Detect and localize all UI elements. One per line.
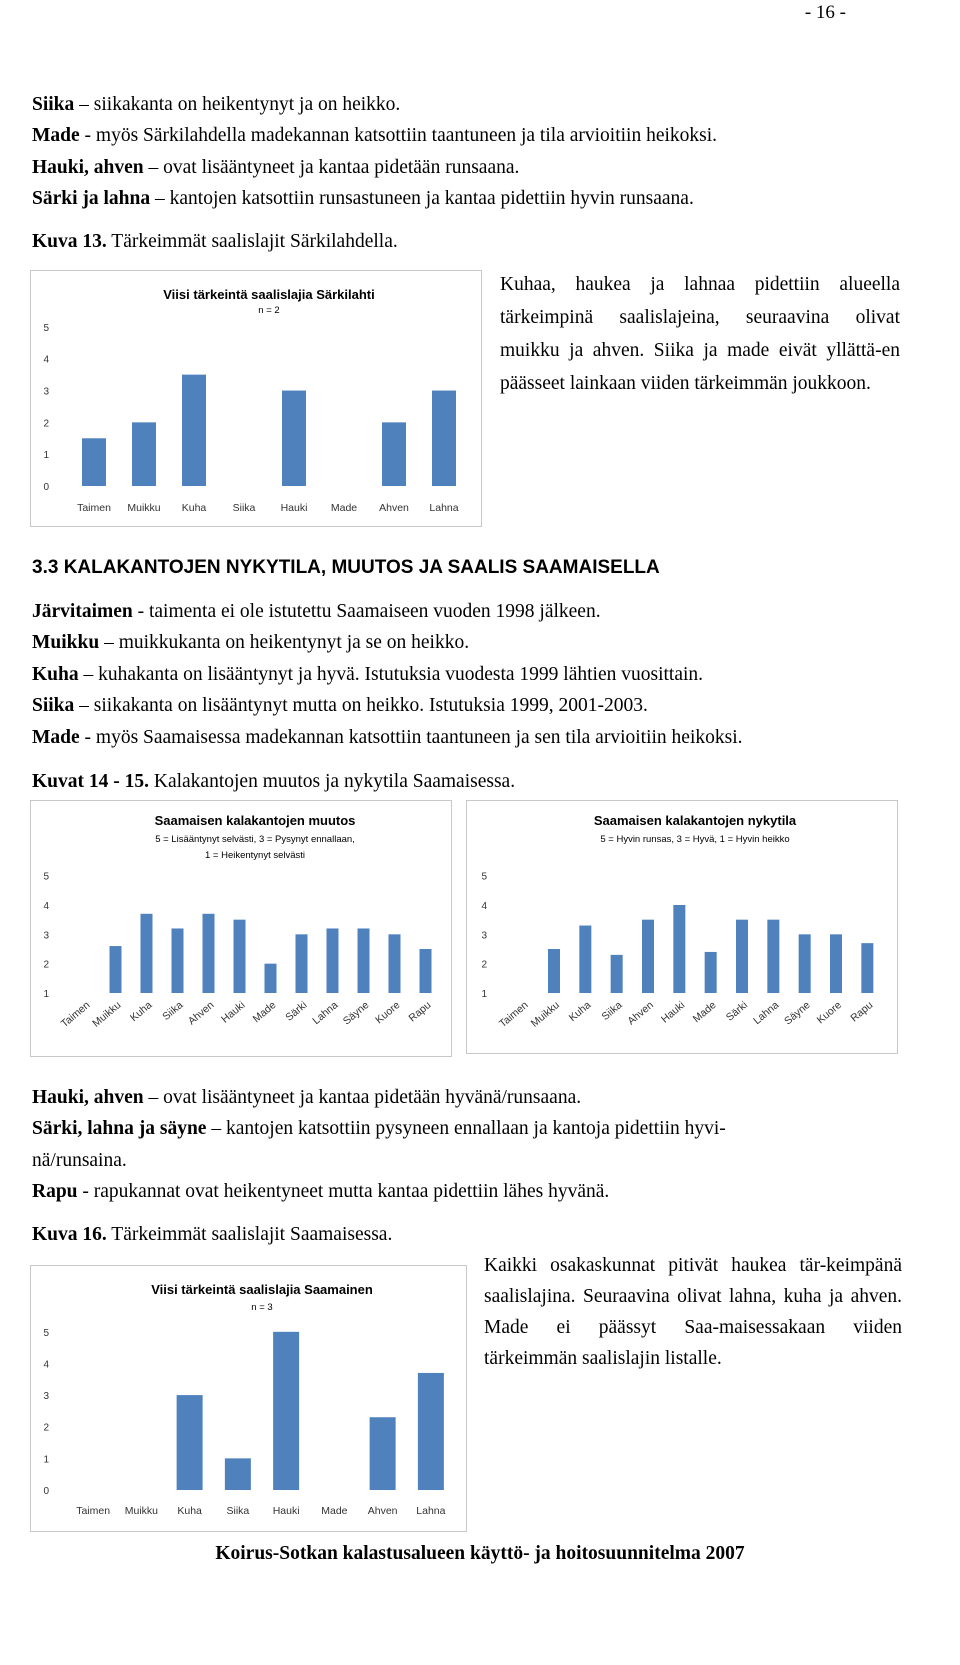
chart-saalislajit-sarkilahti [30, 270, 482, 527]
bar [110, 946, 122, 993]
bar [767, 920, 779, 993]
y-tick-label: 4 [43, 901, 49, 912]
x-tick-label: Hauki [272, 1505, 300, 1517]
x-tick-label: Muikku [528, 999, 562, 1030]
y-tick-label: 1 [481, 989, 487, 1000]
x-tick-label: Lahna [416, 1505, 446, 1517]
y-tick-label: 1 [43, 989, 49, 1000]
text-line: Made - myös Saamaisessa madekannan katsottiin taantuneen ja sen tila arvioitiin heikoksi. [32, 727, 743, 748]
text-line: Kuha – kuhakanta on lisääntynyt ja hyvä. Istutuksia vuodesta 1999 lähtien vuosittain. [32, 664, 704, 685]
chart-subtitle: 1 = Heikentynyt selvästi [204, 850, 306, 861]
y-tick-label: 3 [43, 386, 49, 398]
page-number: - 16 - [804, 2, 846, 23]
bar [203, 914, 215, 993]
text-line: Rapu - rapukannat ovat heikentyneet mutta kantaa pidettiin lähes hyvänä. [32, 1181, 610, 1202]
y-tick-label: 1 [43, 1454, 49, 1466]
x-tick-label: Siika [232, 502, 256, 514]
chart-kalakantojen-nykytila [466, 800, 898, 1054]
text-line: Särki ja lahna – kantojen katsottiin runsastuneen ja kantaa pidettiin hyvin runsaana. [32, 188, 694, 209]
bar [282, 391, 306, 486]
bar [172, 928, 184, 993]
x-tick-label: Ahven [185, 999, 217, 1028]
y-tick-label: 2 [43, 959, 49, 971]
bar [611, 955, 623, 993]
x-tick-label: Made [330, 502, 358, 514]
x-tick-label: Rapu [848, 999, 876, 1025]
x-tick-label: Siika [599, 999, 625, 1023]
x-tick-label: Siika [226, 1505, 250, 1517]
bar [799, 934, 811, 993]
bar [705, 952, 717, 993]
x-tick-label: Särki [723, 999, 750, 1024]
y-tick-label: 4 [43, 354, 49, 366]
y-tick-label: 2 [43, 1422, 49, 1434]
y-tick-label: 2 [481, 959, 487, 971]
bar [548, 949, 560, 993]
x-tick-label: Taimen [77, 502, 111, 514]
chart-svg-16 [31, 1266, 466, 1531]
bar [225, 1458, 251, 1490]
text-line: Järvitaimen - taimenta ei ole istutettu Saamaiseen vuoden 1998 jälkeen. [32, 601, 601, 622]
bar [861, 943, 873, 993]
x-tick-label: Särki [283, 999, 310, 1024]
y-tick-label: 3 [43, 1391, 49, 1403]
bar [389, 934, 401, 993]
figure-caption-13: Kuva 13. Tärkeimmät saalislajit Särkilahdella. [32, 231, 398, 252]
bar [327, 928, 339, 993]
x-tick-label: Säyne [340, 999, 372, 1028]
paragraph-13: Kuhaa, haukea ja lahnaa pidettiin alueella tärkeimpinä saalislajeina, seuraavina olivat muikku ja ahven. Siika ja made eivät yllättä-en päässeet lainkaan viiden tärkeimmän joukkoon. [500, 274, 900, 394]
chart-title: Viisi tärkeintä saalislajia Särkilahti [163, 287, 375, 302]
y-tick-label: 5 [43, 322, 49, 334]
figure-caption-16: Kuva 16. Tärkeimmät saalislajit Saamaisessa. [32, 1224, 393, 1245]
y-tick-label: 5 [43, 871, 49, 883]
y-tick-label: 1 [43, 450, 49, 462]
bar [579, 926, 591, 993]
x-tick-label: Muikku [127, 502, 161, 514]
text-line: Hauki, ahven – ovat lisääntyneet ja kantaa pidetään runsaana. [32, 157, 520, 178]
chart-subtitle: n = 3 [251, 1302, 273, 1313]
bar [382, 422, 406, 486]
x-tick-label: Hauki [658, 999, 688, 1026]
bar [82, 438, 106, 486]
bar [273, 1332, 299, 1490]
x-tick-label: Kuha [177, 1505, 202, 1517]
bar [736, 920, 748, 993]
text-line: Muikku – muikkukanta on heikentynyt ja se on heikko. [32, 632, 470, 653]
bar [296, 934, 308, 993]
bar [370, 1417, 396, 1490]
text-line: Made - myös Särkilahdella madekannan katsottiin taantuneen ja tila arvioitiin heikoksi. [32, 125, 718, 146]
chart-kalakantojen-muutos [30, 800, 452, 1057]
chart-title: Saamaisen kalakantojen muutos [154, 813, 356, 828]
x-tick-label: Muikku [124, 1505, 159, 1517]
x-tick-label: Hauki [280, 502, 308, 514]
bar [418, 1373, 444, 1490]
x-tick-label: Made [250, 999, 279, 1026]
bar [432, 391, 456, 486]
y-tick-label: 5 [481, 871, 487, 883]
bar [177, 1395, 203, 1490]
y-tick-label: 4 [43, 1359, 49, 1371]
figure-caption-14-15: Kuvat 14 - 15. Kalakantojen muutos ja nykytila Saamaisessa. [32, 771, 516, 792]
y-tick-label: 3 [481, 930, 487, 942]
x-tick-label: Säyne [782, 999, 813, 1028]
y-tick-label: 2 [43, 418, 49, 430]
x-tick-label: Rapu [406, 999, 434, 1025]
bar [420, 949, 432, 993]
bar [673, 905, 685, 993]
chart-subtitle: n = 2 [258, 305, 280, 316]
x-tick-label: Hauki [219, 999, 248, 1026]
x-tick-label: Kuore [373, 999, 403, 1027]
x-tick-label: Lahna [429, 502, 459, 514]
x-tick-label: Muikku [90, 999, 124, 1030]
chart-svg-14 [31, 801, 451, 1056]
text-line: nä/runsaina. [32, 1150, 127, 1171]
x-tick-label: Ahven [367, 1505, 398, 1517]
chart-subtitle: 5 = Lisääntynyt selvästi, 3 = Pysynyt ennallaan, [155, 834, 355, 845]
x-tick-label: Taimen [58, 999, 93, 1031]
y-tick-label: 5 [43, 1327, 49, 1339]
y-tick-label: 3 [43, 930, 49, 942]
x-tick-label: Siika [160, 999, 186, 1023]
paragraph-16: Kaikki osakaskunnat pitivät haukea tär-keimpänä saalislajina. Seuraavina olivat lahna, kuha ja ahven. Made ei päässyt Saa-maisessakaan viiden tärkeimmän saalislajin listalle. [484, 1255, 902, 1369]
chart-subtitle: 5 = Hyvin runsas, 3 = Hyvä, 1 = Hyvin heikko [600, 834, 790, 845]
y-tick-label: 4 [481, 901, 487, 912]
x-tick-label: Made [690, 999, 719, 1026]
x-tick-label: Taimen [496, 999, 531, 1031]
x-tick-label: Lahna [751, 999, 782, 1028]
bar [830, 934, 842, 993]
bar [265, 964, 277, 993]
chart-svg-15 [467, 801, 897, 1053]
bar [141, 914, 153, 993]
footer: Koirus-Sotkan kalastusalueen käyttö- ja hoitosuunnitelma 2007 [215, 1543, 745, 1564]
bar [234, 920, 246, 993]
chart-title: Saamaisen kalakantojen nykytila [593, 813, 797, 828]
x-tick-label: Lahna [310, 999, 341, 1028]
x-tick-label: Kuha [181, 502, 207, 514]
text-line: Särki, lahna ja säyne – kantojen katsottiin pysyneen ennallaan ja kantoja pidettiin hyvi- [32, 1118, 726, 1139]
x-tick-label: Kuore [814, 999, 844, 1027]
y-tick-label: 0 [43, 1486, 49, 1497]
bar [642, 920, 654, 993]
text-line: Hauki, ahven – ovat lisääntyneet ja kantaa pidetään hyvänä/runsaana. [32, 1087, 582, 1108]
section-heading: 3.3 KALAKANTOJEN NYKYTILA, MUUTOS JA SAALIS SAAMAISELLA [32, 557, 660, 578]
bar [132, 422, 156, 486]
x-tick-label: Ahven [625, 999, 656, 1028]
x-tick-label: Kuha [566, 999, 594, 1025]
x-tick-label: Kuha [127, 999, 155, 1025]
y-tick-label: 0 [43, 482, 49, 493]
chart-svg-13 [31, 271, 481, 526]
chart-saalislajit-saamainen [30, 1265, 467, 1532]
chart-title: Viisi tärkeintä saalislajia Saamainen [151, 1282, 373, 1297]
x-tick-label: Made [321, 1505, 348, 1517]
x-tick-label: Taimen [76, 1505, 111, 1517]
x-tick-label: Ahven [379, 502, 409, 514]
text-line: Siika – siikakanta on lisääntynyt mutta on heikko. Istutuksia 1999, 2001-2003. [32, 695, 648, 716]
bar [358, 928, 370, 993]
text-line: Siika – siikakanta on heikentynyt ja on heikko. [32, 94, 401, 115]
bar [182, 375, 206, 486]
